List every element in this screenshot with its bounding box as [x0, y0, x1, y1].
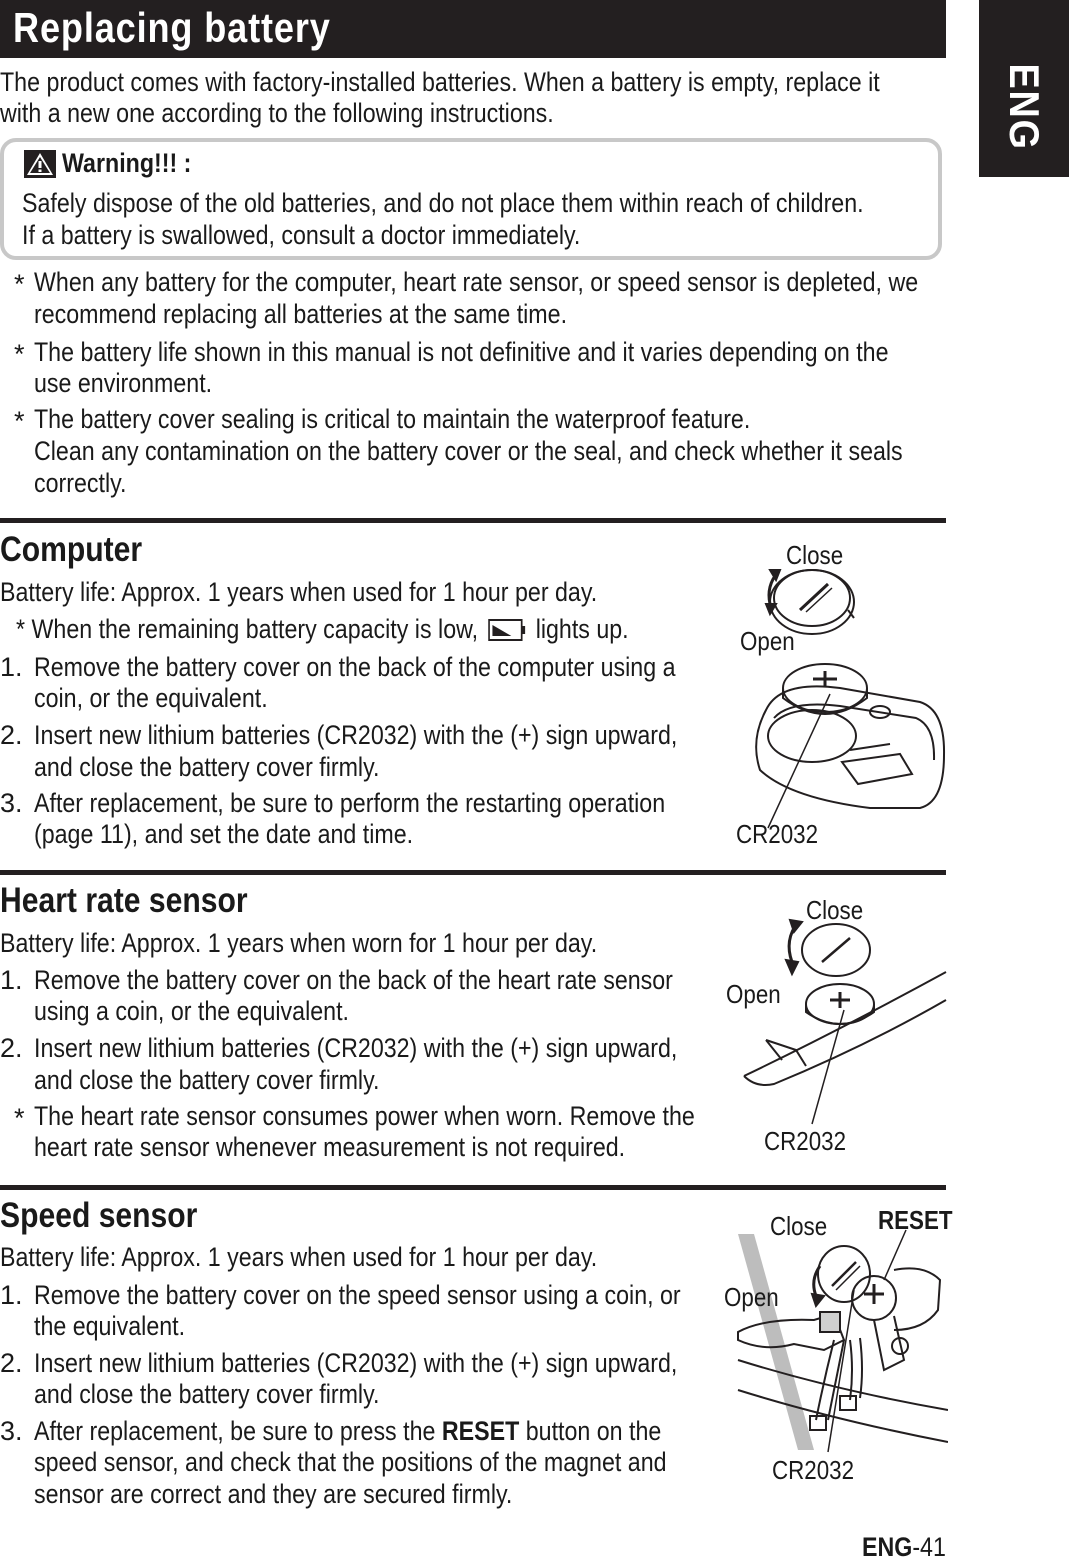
speed-sensor-battery-illustration	[724, 1220, 948, 1456]
note-3-line-1: The battery cover sealing is critical to maintain the waterproof feature.	[34, 404, 751, 434]
computer-step-2-line-1: Insert new lithium batteries (CR2032) with the (+) sign upward,	[34, 720, 678, 750]
computer-battery-life: Battery life: Approx. 1 years when used for 1 hour per day.	[0, 577, 598, 607]
hr-sensor-battery-life: Battery life: Approx. 1 years when worn for 1 hour per day.	[0, 928, 598, 958]
note-2-line-1: The battery life shown in this manual is not definitive and it varies depending on the	[34, 337, 889, 367]
speed-step-2-line-2: and close the battery cover firmly.	[34, 1379, 380, 1409]
step-number: 2.	[0, 720, 23, 750]
step-number: 1.	[0, 965, 23, 995]
computer-step-1-line-1: Remove the battery cover on the back of the computer using a	[34, 652, 676, 682]
step-number: 1.	[0, 1280, 23, 1310]
note-marker: *	[14, 339, 25, 369]
computer-step-3-line-2: (page 11), and set the date and time.	[34, 819, 414, 849]
section-divider	[0, 870, 946, 875]
computer-step-3-line-1: After replacement, be sure to perform the restarting operation	[34, 788, 666, 818]
step-number: 3.	[0, 788, 23, 818]
section-divider	[0, 1185, 946, 1190]
figure-label-open: Open	[724, 1282, 779, 1312]
warning-label: Warning!!! :	[62, 148, 192, 178]
speed-step-1-line-2: the equivalent.	[34, 1311, 186, 1341]
page-number: ENG-41	[862, 1532, 946, 1562]
figure-label-close: Close	[786, 540, 844, 570]
note-marker: *	[14, 406, 25, 436]
computer-low-battery-note: * When the remaining battery capacity is low, lights up.	[16, 614, 629, 644]
note-marker: *	[14, 269, 25, 299]
speed-sensor-battery-life: Battery life: Approx. 1 years when used for 1 hour per day.	[0, 1242, 598, 1272]
hr-sensor-battery-illustration	[726, 900, 948, 1140]
note-marker: *	[14, 1103, 25, 1133]
figure-label-battery: CR2032	[772, 1455, 855, 1485]
computer-step-2-line-2: and close the battery cover firmly.	[34, 752, 380, 782]
intro-line-1: The product comes with factory-installed batteries. When a battery is empty, replace it	[0, 67, 880, 97]
figure-label-reset: RESET	[878, 1205, 953, 1235]
computer-battery-illustration	[730, 540, 950, 850]
hr-step-1-line-1: Remove the battery cover on the back of the heart rate sensor	[34, 965, 673, 995]
speed-step-1-line-1: Remove the battery cover on the speed sensor using a coin, or	[34, 1280, 681, 1310]
note-1-line-1: When any battery for the computer, heart rate sensor, or speed sensor is depleted, we	[34, 267, 919, 297]
note-1-line-2: recommend replacing all batteries at the same time.	[34, 299, 568, 329]
figure-label-open: Open	[740, 626, 795, 656]
warning-line-1: Safely dispose of the old batteries, and do not place them within reach of children.	[22, 188, 864, 218]
reset-emphasis: RESET	[441, 1416, 520, 1446]
warning-triangle-icon	[24, 150, 56, 178]
hr-note-line-2: heart rate sensor whenever measurement is not required.	[34, 1132, 626, 1162]
speed-sensor-heading: Speed sensor	[0, 1196, 198, 1235]
language-tab-label: ENG	[1001, 63, 1048, 151]
computer-heading: Computer	[0, 530, 143, 569]
speed-step-3-line-1: After replacement, be sure to press the RESET button on the	[34, 1416, 662, 1446]
note-3-line-2: Clean any contamination on the battery cover or the seal, and check whether it seals	[34, 436, 903, 466]
page-title-bar	[0, 0, 946, 58]
step-number: 3.	[0, 1416, 23, 1446]
warning-line-2: If a battery is swallowed, consult a doctor immediately.	[22, 220, 581, 250]
note-2-line-2: use environment.	[34, 368, 213, 398]
step-number: 2.	[0, 1348, 23, 1378]
speed-step-3-line-3: sensor are correct and they are secured firmly.	[34, 1479, 513, 1509]
speed-step-3-line-2: speed sensor, and check that the positions of the magnet and	[34, 1447, 667, 1477]
figure-label-open: Open	[726, 979, 781, 1009]
step-number: 1.	[0, 652, 23, 682]
speed-step-2-line-1: Insert new lithium batteries (CR2032) with the (+) sign upward,	[34, 1348, 678, 1378]
hr-step-2-line-1: Insert new lithium batteries (CR2032) with the (+) sign upward,	[34, 1033, 678, 1063]
hr-note-line-1: The heart rate sensor consumes power when worn. Remove the	[34, 1101, 695, 1131]
computer-step-1-line-2: coin, or the equivalent.	[34, 683, 268, 713]
hr-sensor-heading: Heart rate sensor	[0, 881, 248, 920]
hr-step-1-line-2: using a coin, or the equivalent.	[34, 996, 349, 1026]
step-number: 2.	[0, 1033, 23, 1063]
intro-line-2: with a new one according to the following instructions.	[0, 98, 554, 128]
figure-label-close: Close	[806, 895, 864, 925]
page-title: Replacing battery	[13, 4, 331, 51]
figure-label-battery: CR2032	[736, 819, 819, 849]
hr-step-2-line-2: and close the battery cover firmly.	[34, 1065, 380, 1095]
note-3-line-3: correctly.	[34, 468, 127, 498]
figure-label-close: Close	[770, 1211, 828, 1241]
figure-label-battery: CR2032	[764, 1126, 847, 1156]
low-battery-icon	[488, 619, 526, 641]
section-divider	[0, 518, 946, 523]
